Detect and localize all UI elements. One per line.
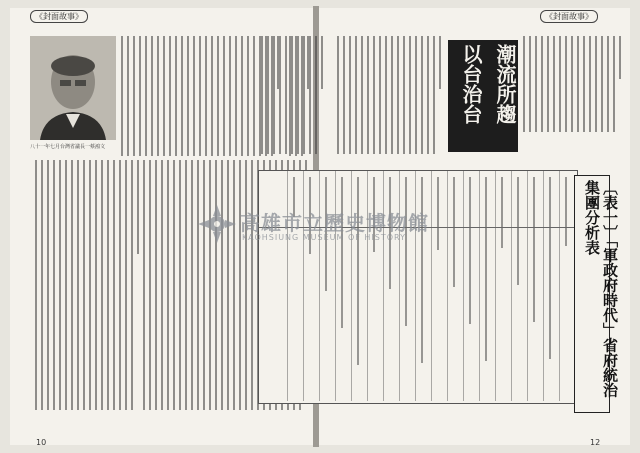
text-line [145,36,147,156]
text-line [41,160,43,410]
text-line [279,36,281,154]
text-line [161,160,163,410]
text-line [535,36,537,132]
text-line [251,160,253,410]
text-line [343,36,345,154]
text-line [361,36,363,154]
text-line [169,36,171,156]
text-line [385,36,387,154]
text-line [211,36,213,156]
text-line [185,160,187,410]
text-line [355,36,357,154]
text-line [373,36,375,154]
table-cell-text [405,177,407,326]
text-line [53,160,55,410]
text-line [137,160,139,254]
text-line [155,160,157,410]
text-line [607,36,609,132]
table-column-line [511,171,512,401]
text-line [613,36,615,132]
text-line [179,160,181,410]
text-line [297,36,299,154]
text-line [367,36,369,154]
text-line [209,160,211,410]
right-intro-text-block [336,36,442,154]
table-cell-text [453,177,455,287]
text-line [239,160,241,410]
text-line [193,36,195,156]
text-line [523,36,525,132]
table-title [574,175,619,413]
text-line [187,36,189,156]
text-line [107,160,109,410]
text-line [547,36,549,132]
text-line [133,36,135,156]
table-column-line [447,171,448,401]
text-line [439,36,441,89]
text-line [589,36,591,132]
right-top-text-block [522,36,622,132]
text-line [139,36,141,156]
table-cell-text [341,177,343,328]
text-line [229,36,231,156]
table-cell-text [501,177,503,248]
watermark-subtitle: KAOHSIUNG MUSEUM OF HISTORY [242,233,406,242]
text-line [529,36,531,132]
text-line [433,36,435,154]
text-line [427,36,429,154]
text-line [397,36,399,154]
text-line [215,160,217,410]
text-line [157,36,159,156]
text-line [95,160,97,410]
right-section-tag: 《封面故事》 [540,10,598,23]
text-line [181,36,183,156]
text-line [253,36,255,156]
text-line [421,36,423,154]
table-column-line [527,171,528,401]
table-cell-text [565,177,567,246]
text-line [217,36,219,156]
text-line [349,36,351,154]
text-line [285,36,287,154]
text-line [267,36,269,154]
text-line [35,160,37,410]
text-line [595,36,597,132]
text-line [559,36,561,132]
text-line [233,160,235,410]
text-line [113,160,115,410]
text-line [409,36,411,154]
table-cell-text [469,177,471,324]
table-cell-text [549,177,551,359]
text-line [175,36,177,156]
museum-logo-icon [196,203,238,245]
text-line [273,36,275,154]
text-line [321,36,323,89]
text-line [127,36,129,156]
left-page-number: 10 [36,438,47,447]
text-line [47,160,49,410]
text-line [119,160,121,410]
table-column-line [543,171,544,401]
text-line [223,36,225,156]
text-line [197,160,199,410]
text-line [203,160,205,410]
watermark-title: 高雄市立歷史博物館 [240,211,429,235]
text-line [303,36,305,154]
text-line [163,36,165,156]
text-line [245,160,247,410]
text-line [601,36,603,132]
text-line [565,36,567,132]
text-line [391,36,393,154]
text-line [77,160,79,410]
text-line [143,160,145,410]
text-line [151,36,153,156]
left-section-tag: 《封面故事》 [30,10,88,23]
text-line [261,36,263,154]
text-line [227,160,229,410]
text-line [571,36,573,132]
text-line [59,160,61,410]
table-title-text: 〔表一〕「軍政府時代」省府統治集團分析表 [583,180,619,398]
table-column-line [495,171,496,401]
text-line [291,36,293,154]
museum-watermark [196,203,446,249]
text-line [101,160,103,410]
table-column-line [559,171,560,401]
text-line [89,160,91,410]
text-line [167,160,169,410]
photo-caption: 八十一年七月台灣省議長一蔡鴻文 [30,144,106,150]
text-line [125,160,127,410]
text-line [247,36,249,156]
left-top-text-block [120,36,280,156]
text-line [337,36,339,154]
right-page-number: 12 [590,438,601,447]
text-line [235,36,237,156]
table-column-line [463,171,464,401]
text-line [83,160,85,410]
text-line [131,160,133,410]
article-headline [448,40,518,152]
text-line [379,36,381,154]
headline-line-2: 以台治台 [459,44,483,124]
text-line [553,36,555,132]
text-line [149,160,151,410]
text-line [65,160,67,410]
text-line [121,36,123,156]
right-left-text-block [258,36,324,154]
table-cell-text [485,177,487,361]
text-line [415,36,417,154]
text-line [191,160,193,410]
text-line [403,36,405,154]
text-line [309,36,311,154]
text-line [71,160,73,410]
text-line [583,36,585,132]
text-line [205,36,207,156]
table-cell-text [517,177,519,285]
headline-line-1: 潮流所趨 [493,44,517,124]
text-line [315,36,317,154]
text-line [577,36,579,132]
table-column-line [479,171,480,401]
text-line [619,36,621,79]
text-line [173,160,175,410]
text-line [241,36,243,156]
portrait-photo [30,36,116,140]
text-line [541,36,543,132]
table-cell-text [533,177,535,322]
text-line [221,160,223,410]
text-line [199,36,201,156]
